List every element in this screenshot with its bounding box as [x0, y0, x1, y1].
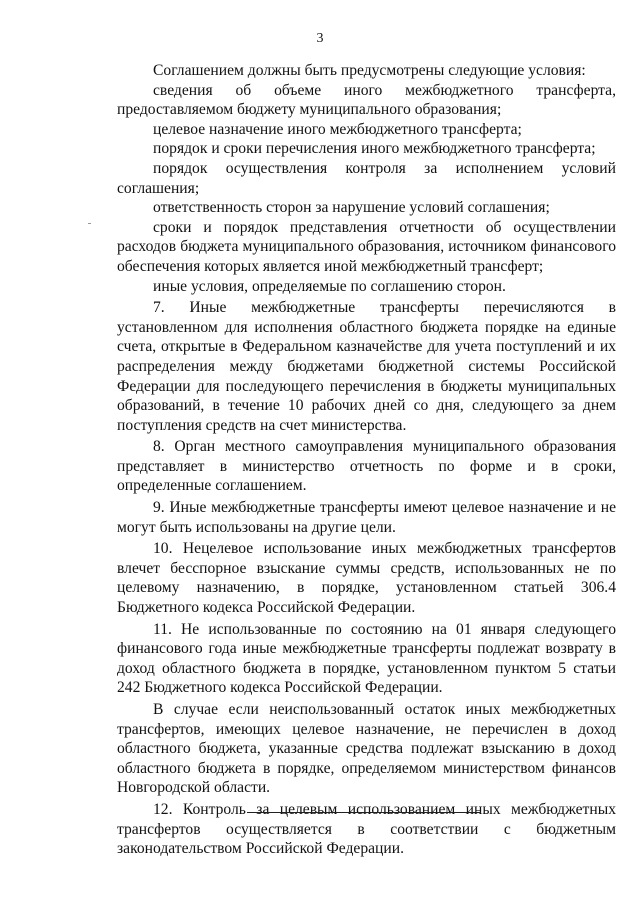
paragraph-item-12: 12. Контроль за целевым использованием иных межбюджетных трансфертов осуществляется в соответствии с бюджетным законодательством Российской Федерации. — [117, 800, 616, 858]
document-body — [117, 61, 616, 859]
paragraph-reporting: сроки и порядок представления отчетности об осуществлении расходов бюджета муниципального образования, источником финансового обеспечения которых является иной межбюджетный трансферт; — [117, 218, 616, 275]
paragraph-item-8: 8. Орган местного самоуправления муниципального образования представляет в министерство отчетность по форме и в сроки, определенные соглашением. — [117, 438, 616, 495]
closing-rule — [247, 812, 481, 813]
paragraph-item-7: 7. Иные межбюджетные трансферты перечисляются в установленном для исполнения областного бюджета порядке на единые счета, открытые в Федеральном казначействе для учета поступлений и их распределения между бюджетами бюджетной системы Российской Федерации для последующего перечисления в бюджеты муниципальных образований, в течение 10 рабочих дней со дня, следующего за днем поступления средств на счет министерства. — [117, 299, 616, 434]
paragraph-control-procedure: порядок осуществления контроля за исполнением условий соглашения; — [117, 159, 616, 197]
page-number: 3 — [316, 31, 324, 46]
paragraph-item-10: 10. Нецелевое использование иных межбюджетных трансфертов влечет бесспорное взыскание суммы средств, использованных не по целевому назначению, в порядке, установленном статьей 306.4 Бюджетного кодекса Российской Федерации. — [117, 540, 616, 617]
paragraph-unused-balance: В случае если неиспользованный остаток иных межбюджетных трансфертов, имеющих целевое назначение, не перечислен в доход областного бюджета, указанные средства подлежат взысканию в доход областного бюджета в порядке, определяемом министерством финансов Новгородской области. — [117, 701, 616, 797]
margin-mark — [88, 223, 91, 224]
paragraph-transfer-terms: порядок и сроки перечисления иного межбюджетного трансферта; — [153, 140, 596, 158]
paragraph-transfer-amount: сведения об объеме иного межбюджетного трансферта, предоставляемом бюджету муниципального образования; — [117, 81, 616, 119]
paragraph-item-9: 9. Иные межбюджетные трансферты имеют целевое назначение и не могут быть использованы на другие цели. — [117, 499, 616, 536]
paragraph-agreement-conditions-intro: Соглашением должны быть предусмотрены следующие условия: — [153, 62, 586, 79]
paragraph-responsibility: ответственность сторон за нарушение условий соглашения; — [153, 199, 550, 217]
paragraph-other-conditions: иные условия, определяемые по соглашению сторон. — [153, 277, 506, 295]
paragraph-target-purpose: целевое назначение иного межбюджетного трансферта; — [153, 120, 522, 138]
paragraph-item-11: 11. Не использованные по состоянию на 01 января следующего финансового года иные межбюджетные трансферты подлежат возврату в доход областного бюджета в порядке, установленном пунктом 5 статьи 242 Бюджетного кодекса Российской Федерации. — [117, 620, 616, 697]
